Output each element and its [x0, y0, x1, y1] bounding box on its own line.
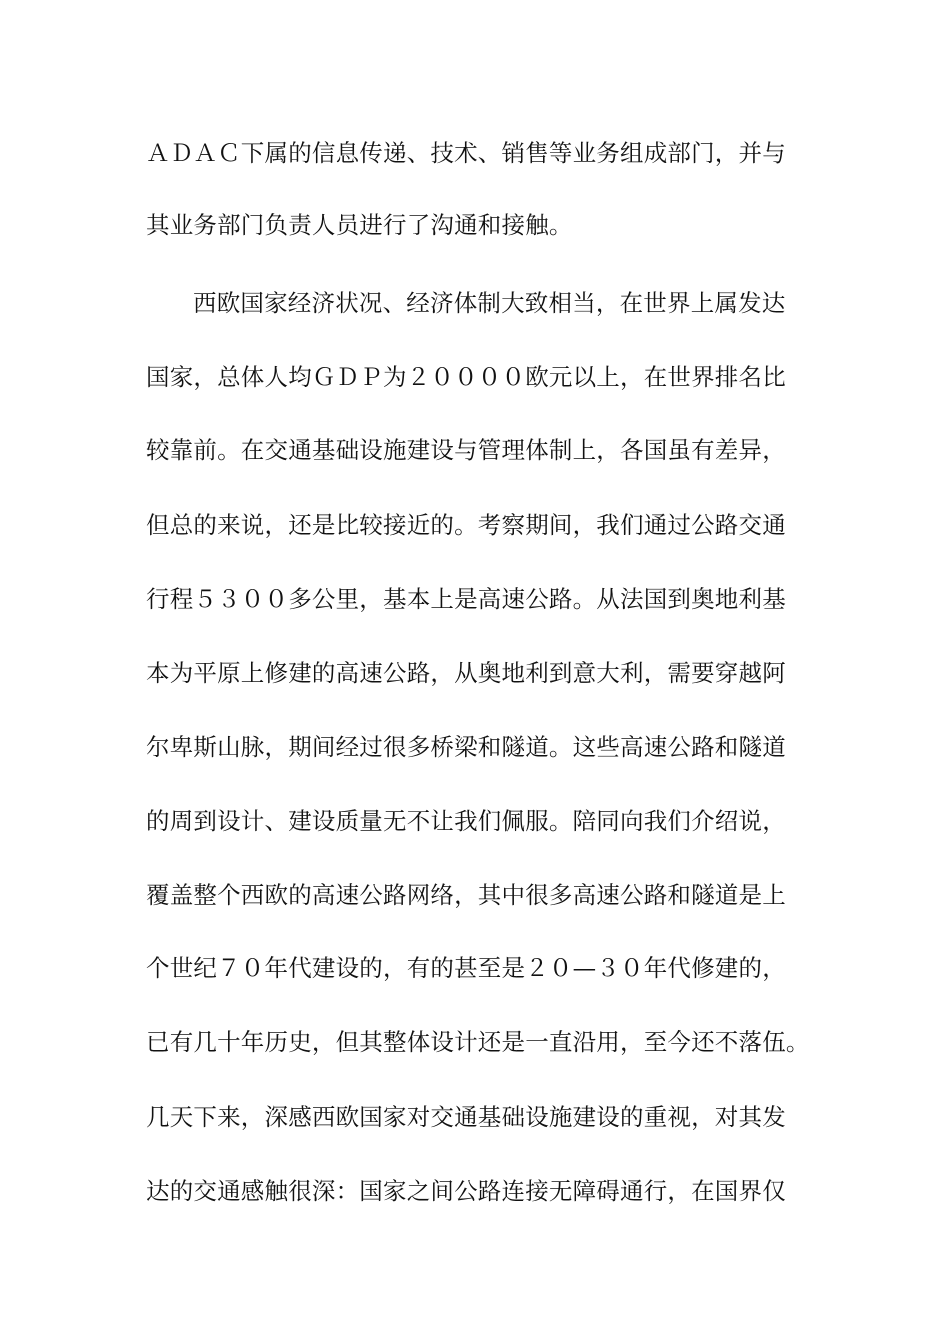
paragraph-start-line: 西欧国家经济状况、经济体制大致相当，在世界上属发达 [193, 289, 786, 317]
text-line-12: 个世纪７０年代建设的，有的甚至是２０—３０年代修建的， [146, 954, 786, 982]
text-line-9: 尔卑斯山脉，期间经过很多桥梁和隧道。这些高速公路和隧道 [146, 733, 786, 761]
text-line-8: 本为平原上修建的高速公路，从奥地利到意大利，需要穿越阿 [146, 659, 786, 687]
text-line-2: 其业务部门负责人员进行了沟通和接触。 [146, 211, 573, 239]
text-line-13: 已有几十年历史，但其整体设计还是一直沿用，至今还不落伍。 [146, 1028, 810, 1056]
text-line-10: 的周到设计、建设质量无不让我们佩服。陪同向我们介绍说， [146, 807, 786, 835]
text-line-15: 达的交通感触很深：国家之间公路连接无障碍通行，在国界仅 [146, 1177, 786, 1205]
text-line-1: ＡＤＡＣ下属的信息传递、技术、销售等业务组成部门，并与 [146, 139, 786, 167]
text-line-5: 较靠前。在交通基础设施建设与管理体制上，各国虽有差异， [146, 436, 786, 464]
text-line-6: 但总的来说，还是比较接近的。考察期间，我们通过公路交通 [146, 511, 786, 539]
text-line-7: 行程５３００多公里，基本上是高速公路。从法国到奥地利基 [146, 585, 786, 613]
text-line-11: 覆盖整个西欧的高速公路网络，其中很多高速公路和隧道是上 [146, 881, 786, 909]
text-line-14: 几天下来，深感西欧国家对交通基础设施建设的重视，对其发 [146, 1103, 786, 1131]
text-line-4: 国家，总体人均ＧＤＰ为２００００欧元以上，在世界排名比 [146, 363, 786, 391]
